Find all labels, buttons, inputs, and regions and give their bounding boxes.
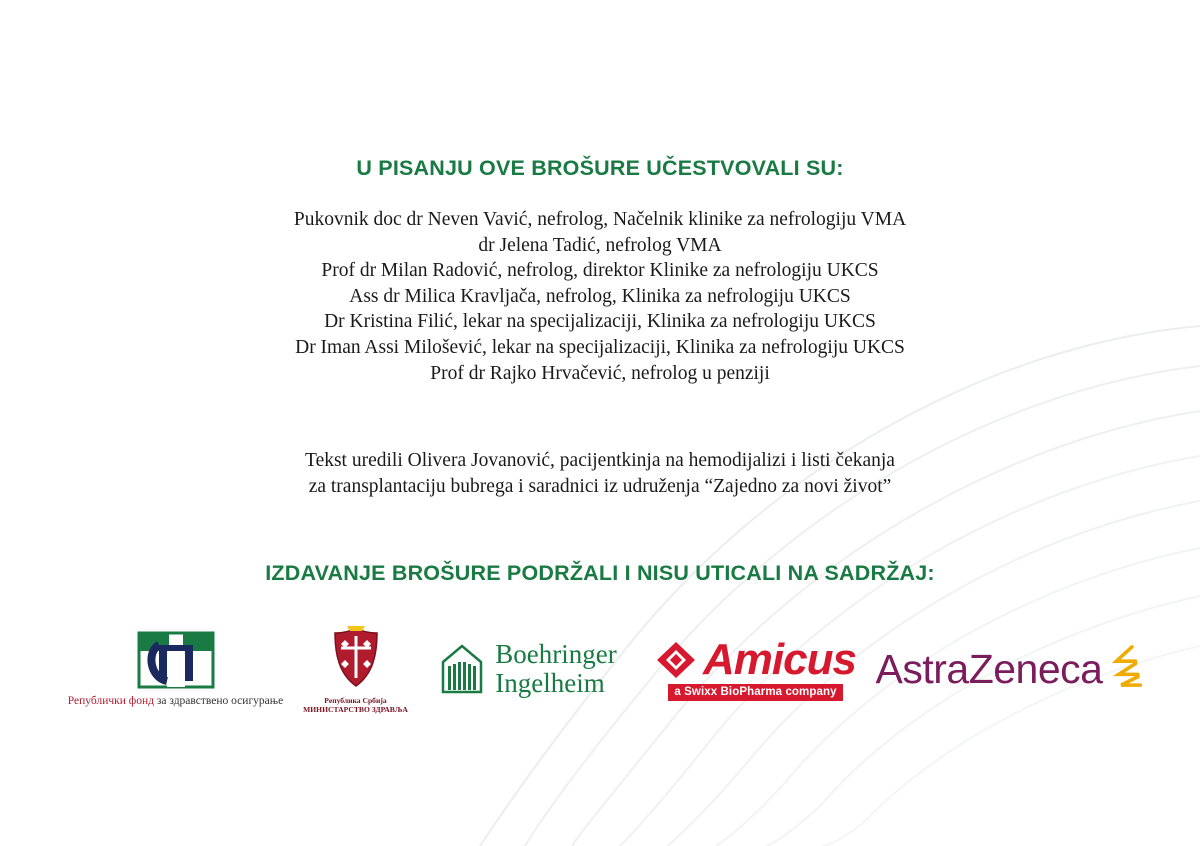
boehringer-ingelheim-wordmark bbox=[495, 640, 616, 698]
boehringer-wordmark-line2: Ingelheim bbox=[495, 668, 605, 699]
editors-line: za transplantaciju bubrega i saradnici iz udruženja “Zajedno za novi život” bbox=[308, 475, 892, 497]
contributor-line: Dr Kristina Filić, lekar na specijalizaciji, Klinika za nefrologiju UKCS bbox=[324, 311, 876, 333]
sponsor-logo-row bbox=[0, 614, 1200, 724]
republicki-fond-za-zdravstveno-osiguranje-logo bbox=[61, 631, 291, 707]
astrazeneca-wordmark bbox=[875, 646, 1103, 693]
contributor-line: Dr Iman Assi Milošević, lekar na specijalizaciji, Klinika za nefrologiju UKCS bbox=[295, 336, 905, 358]
boehringer-wordmark-line1: Boehringer bbox=[495, 639, 617, 670]
astrazeneca-mark-icon bbox=[1108, 628, 1145, 704]
rfzo-wordmark bbox=[68, 695, 283, 707]
ministarstvo-zdravlja-logo bbox=[291, 624, 421, 715]
serbia-coat-of-arms-icon bbox=[325, 624, 387, 692]
rfzo-mark-icon bbox=[137, 631, 215, 689]
astrazeneca-logo bbox=[876, 634, 1146, 704]
rfzo-wordmark-bold: Републички фонд bbox=[67, 695, 154, 708]
contributor-line: Prof dr Milan Radović, nefrolog, direktor Klinike za nefrologiju UKCS bbox=[321, 260, 879, 282]
ministry-wordmark-line2: МИНИСТАРСТВО ЗДРАВЉА bbox=[303, 705, 408, 715]
amicus-wordmark: Amicus bbox=[703, 634, 856, 684]
contributor-line: Prof dr Rajko Hrvačević, nefrolog u penziji bbox=[430, 362, 770, 384]
amicus-tagline: a Swixx BioPharma company bbox=[668, 684, 842, 701]
ministry-wordmark bbox=[303, 696, 408, 715]
credits-heading: U PISANJU OVE BROŠURE UČESTVOVALI SU: bbox=[356, 156, 844, 180]
amicus-diamond-icon bbox=[655, 640, 697, 680]
contributor-line: dr Jelena Tadić, nefrolog VMA bbox=[478, 234, 722, 256]
astrazeneca-wordmark-astra: Astra bbox=[875, 646, 969, 693]
boehringer-ingelheim-logo bbox=[421, 640, 636, 698]
amicus-logo bbox=[636, 634, 876, 701]
contributor-line: Pukovnik doc dr Neven Vavić, nefrolog, Načelnik klinike za nefrologiju VMA bbox=[293, 209, 907, 230]
ministry-wordmark-line1: Република Србија bbox=[324, 695, 387, 705]
editors-note bbox=[0, 448, 1200, 499]
sponsors-heading: IZDAVANJE BROŠURE PODRŽALI I NISU UTICALI NA SADRŽAJ: bbox=[265, 561, 935, 586]
astrazeneca-wordmark-zeneca: Zeneca bbox=[968, 646, 1103, 693]
contributor-line: Ass dr Milica Kravljača, nefrolog, Klinika za nefrologiju UKCS bbox=[349, 285, 851, 307]
editors-line: Tekst uredili Olivera Jovanović, pacijentkinja na hemodijalizi i listi čekanja bbox=[305, 450, 895, 472]
boehringer-ingelheim-mark-icon bbox=[439, 642, 485, 696]
contributors-list bbox=[0, 207, 1200, 386]
rfzo-wordmark-rest: за здравствено осигурање bbox=[153, 695, 284, 708]
amicus-top-row bbox=[655, 634, 856, 684]
